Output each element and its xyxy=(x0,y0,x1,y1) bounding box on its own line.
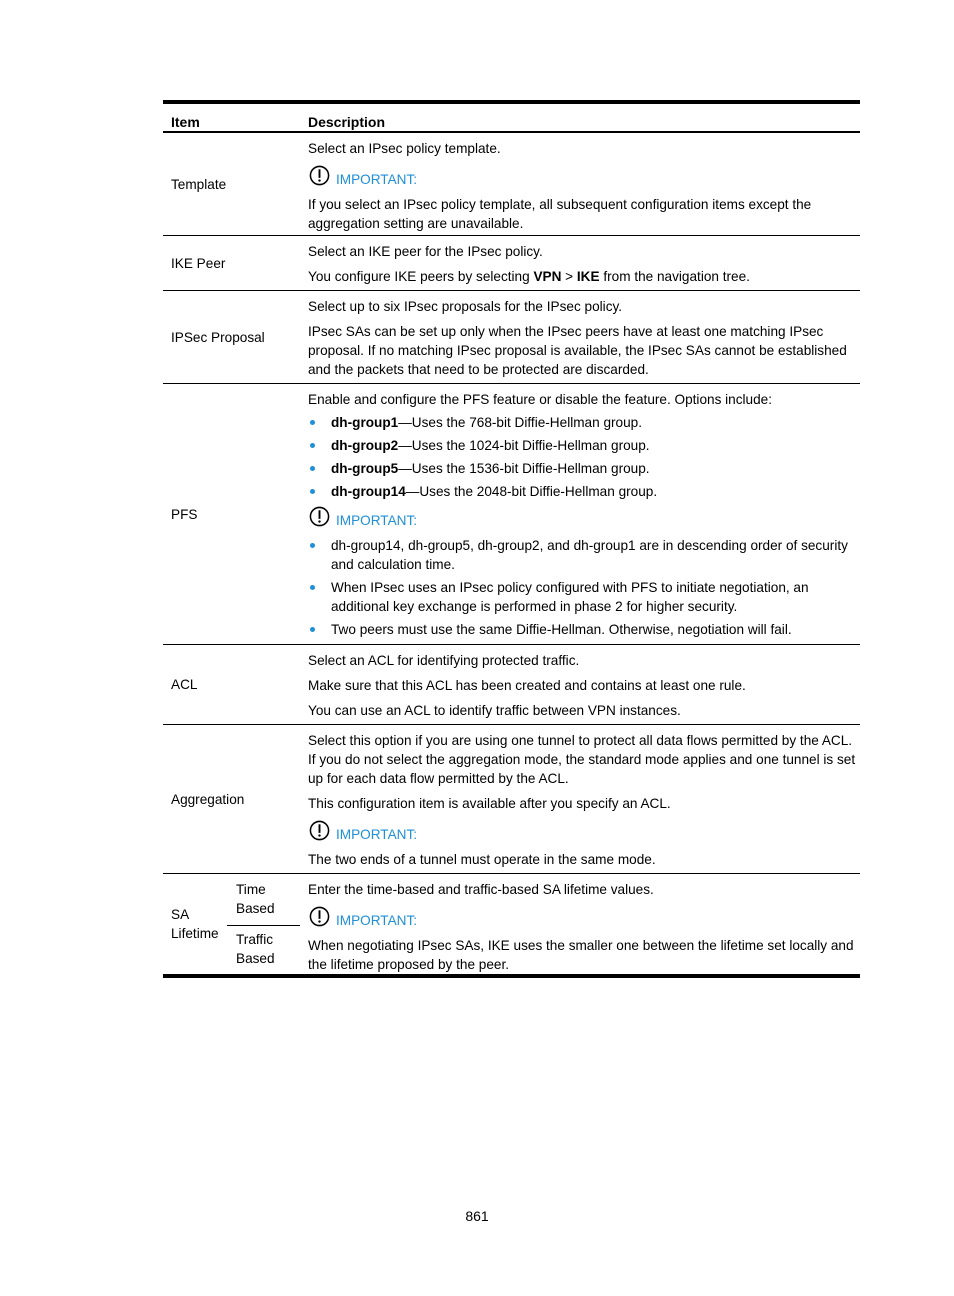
list-item: When IPsec uses an IPsec policy configured with PFS to initiate negotiation, an additional key exchange is performed in phase 2 for higher security. xyxy=(308,578,856,616)
page-number: 861 xyxy=(465,1208,489,1224)
text-fragment: You configure IKE peers by selecting xyxy=(308,269,534,284)
ike-peer-text-2 xyxy=(308,267,856,286)
aggregation-text-1: Select this option if you are using one tunnel to protect all data flows permitted by the ACL. If you do not select the aggregation mode, the standard mode applies and one tunnel is set up for each data flow permitted by the ACL. xyxy=(308,733,856,786)
ike-peer-text-1: Select an IKE peer for the IPsec policy. xyxy=(308,244,543,259)
table-row-pfs xyxy=(163,384,860,645)
important-note xyxy=(308,905,856,932)
important-note xyxy=(308,819,856,846)
important-label: IMPORTANT: xyxy=(336,827,418,842)
aggregation-text-2: This configuration item is available after you specify an ACL. xyxy=(308,796,671,811)
exclamation-circle-icon xyxy=(309,906,330,927)
desc-ipsec-proposal xyxy=(308,291,856,379)
item-ipsec-proposal: IPSec Proposal xyxy=(171,329,265,345)
menu-vpn: VPN xyxy=(533,269,562,284)
important-label: IMPORTANT: xyxy=(336,913,418,928)
option-text: —Uses the 1536-bit Diffie-Hellman group. xyxy=(398,461,650,476)
desc-template xyxy=(308,133,856,233)
desc-sa-lifetime xyxy=(308,874,856,974)
item-ike-peer: IKE Peer xyxy=(171,255,226,271)
header-item: Item xyxy=(171,114,200,130)
template-text-2: If you select an IPsec policy template, all subsequent configuration items except the aggregation setting are unavailable. xyxy=(308,197,812,231)
template-text-1: Select an IPsec policy template. xyxy=(308,141,501,156)
sa-lifetime-text-1: Enter the time-based and traffic-based SA lifetime values. xyxy=(308,882,654,897)
desc-aggregation xyxy=(308,725,856,869)
table-row-ike-peer xyxy=(163,236,860,291)
table-row-sa-lifetime xyxy=(163,874,860,974)
text-fragment: > xyxy=(561,269,577,284)
desc-acl xyxy=(308,645,856,720)
header-description: Description xyxy=(308,114,386,130)
item-sa-lifetime: SA Lifetime xyxy=(171,907,219,941)
important-label: IMPORTANT: xyxy=(336,172,418,187)
option-name: dh-group14 xyxy=(331,484,406,499)
exclamation-circle-icon xyxy=(309,506,330,527)
list-item xyxy=(308,436,856,455)
table-header xyxy=(163,104,860,133)
acl-text-2: Make sure that this ACL has been created and contains at least one rule. xyxy=(308,678,746,693)
pfs-options-list xyxy=(308,413,856,501)
exclamation-circle-icon xyxy=(309,820,330,841)
option-text: —Uses the 2048-bit Diffie-Hellman group. xyxy=(405,484,658,499)
table-row-aggregation xyxy=(163,725,860,874)
option-name: dh-group5 xyxy=(331,461,399,476)
list-item xyxy=(308,459,856,478)
table-row-acl xyxy=(163,645,860,725)
desc-ike-peer xyxy=(308,236,856,286)
item-traffic-based: Traffic Based xyxy=(236,932,275,966)
acl-text-1: Select an ACL for identifying protected traffic. xyxy=(308,653,580,668)
exclamation-circle-icon xyxy=(309,165,330,186)
table-row-template xyxy=(163,133,860,236)
acl-text-3: You can use an ACL to identify traffic between VPN instances. xyxy=(308,703,681,718)
pfs-text-1: Enable and configure the PFS feature or disable the feature. Options include: xyxy=(308,392,772,407)
desc-pfs xyxy=(308,384,856,639)
option-text: —Uses the 1024-bit Diffie-Hellman group. xyxy=(398,438,650,453)
item-aggregation: Aggregation xyxy=(171,791,245,807)
pfs-notes-list xyxy=(308,536,856,639)
important-label: IMPORTANT: xyxy=(336,513,418,528)
item-pfs: PFS xyxy=(171,506,198,522)
sa-lifetime-text-2: When negotiating IPsec SAs, IKE uses the smaller one between the lifetime set locally and the lifetime proposed by the peer. xyxy=(308,938,854,972)
ipsec-proposal-text-2: IPsec SAs can be set up only when the IPsec peers have at least one matching IPsec proposal. If no matching IPsec proposal is available, the IPsec SAs cannot be established and the packets that need to be protected are discarded. xyxy=(308,324,847,377)
text-fragment: from the navigation tree. xyxy=(599,269,750,284)
option-text: —Uses the 768-bit Diffie-Hellman group. xyxy=(398,415,642,430)
option-name: dh-group1 xyxy=(331,415,399,430)
menu-ike: IKE xyxy=(576,269,600,284)
list-item: Two peers must use the same Diffie-Hellman. Otherwise, negotiation will fail. xyxy=(308,620,856,639)
aggregation-text-3: The two ends of a tunnel must operate in the same mode. xyxy=(308,852,656,867)
parameter-table xyxy=(163,100,860,978)
item-time-based: Time Based xyxy=(227,880,300,926)
ipsec-proposal-text-1: Select up to six IPsec proposals for the IPsec policy. xyxy=(308,299,623,314)
important-note xyxy=(308,505,856,532)
item-template: Template xyxy=(171,176,227,192)
important-note xyxy=(308,164,856,191)
list-item: dh-group14, dh-group5, dh-group2, and dh-group1 are in descending order of security and calculation time. xyxy=(308,536,856,574)
option-name: dh-group2 xyxy=(331,438,399,453)
table-row-ipsec-proposal xyxy=(163,291,860,384)
list-item xyxy=(308,482,856,501)
item-acl: ACL xyxy=(171,677,198,692)
list-item xyxy=(308,413,856,432)
